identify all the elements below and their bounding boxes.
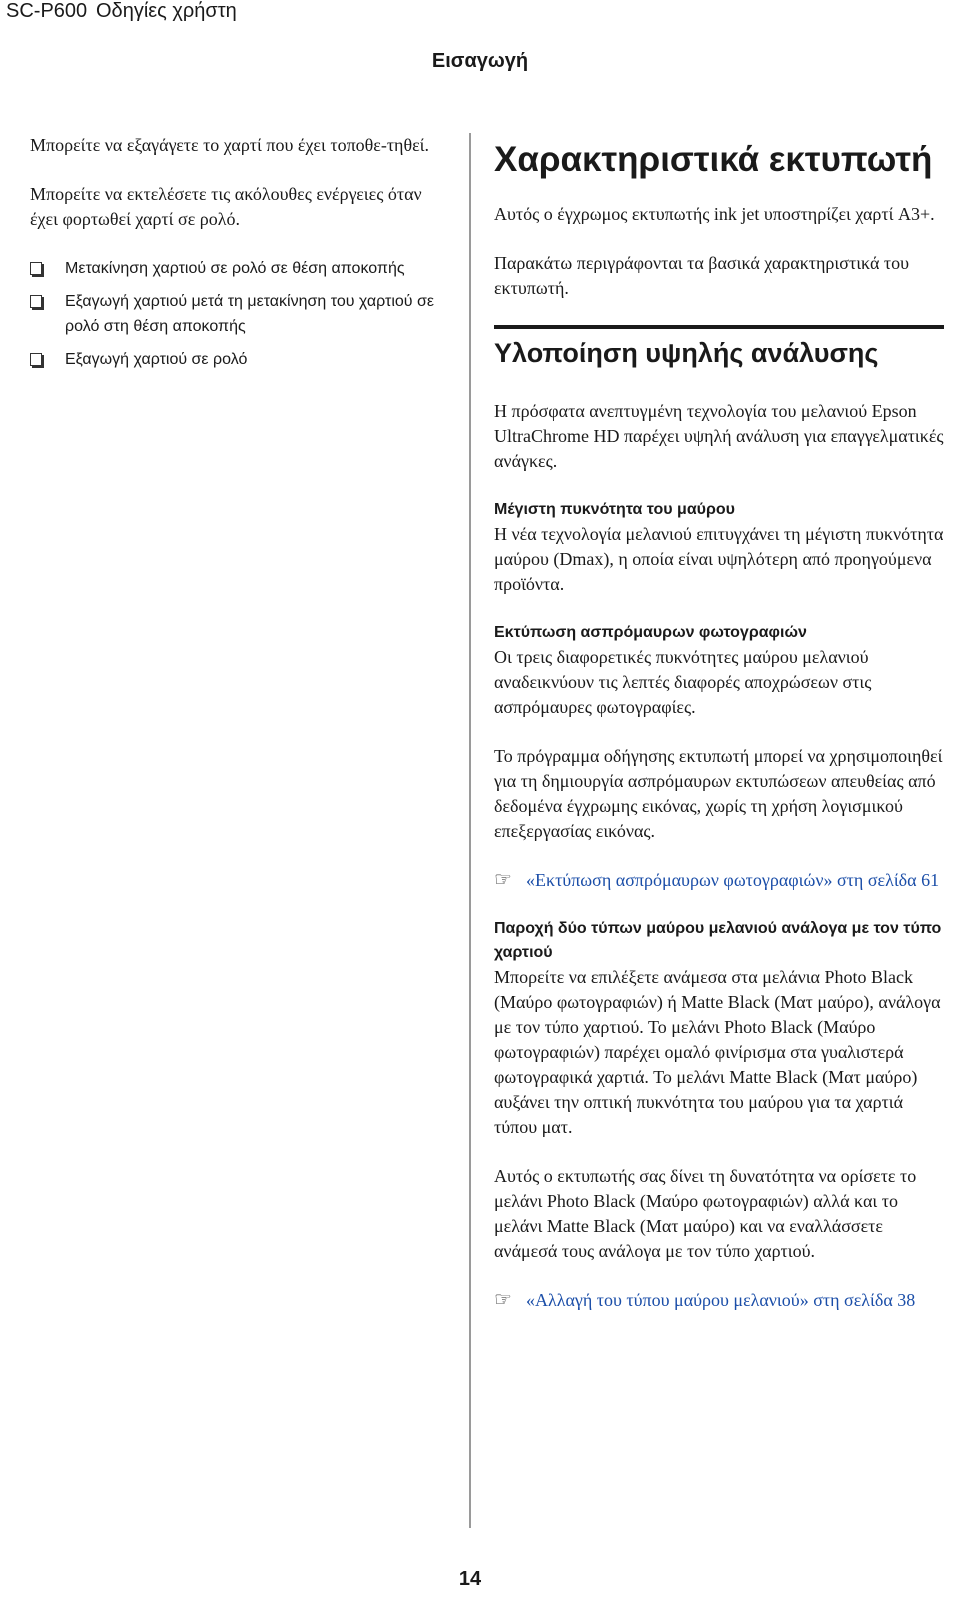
right-column <box>494 138 944 1337</box>
roll-actions-list <box>30 256 450 372</box>
list-item-text: Εξαγωγή χαρτιού σε ρολό <box>65 351 248 368</box>
list-item-text: Εξαγωγή χαρτιού μετά τη μετακίνηση του χαρτιού σε ρολό στη θέση αποκοπής <box>65 293 434 335</box>
checkbox-bullet-icon <box>30 353 42 366</box>
section-rule <box>494 325 944 329</box>
subsection-text-bw-photos: Οι τρεις διαφορετικές πυκνότητες μαύρου μελανιού αναδεικνύουν τις λεπτές διαφορές αποχρώσεων στις ασπρόμαυρες φωτογραφίες. <box>494 647 872 717</box>
subsection-text-bw-driver: Το πρόγραμμα οδήγησης εκτυπωτή μπορεί να χρησιμοποιηθεί για τη δημιουργία ασπρόμαυρων εκτυπώσεων απευθείας από δεδομένα έγχρωμης εικόνας, χωρίς τη χρήση λογισμικού επεξεργασίας εικόνας. <box>494 746 943 841</box>
header-product-name: SC-P600 <box>6 0 88 22</box>
subsection-text-black-density: Η νέα τεχνολογία μελανιού επιτυγχάνει τη μέγιστη πυκνότητα μαύρου (Dmax), η οποία είναι υψηλότερη από προηγούμενα προϊόντα. <box>494 524 944 594</box>
pointing-hand-icon: ☞ <box>494 1289 512 1311</box>
list-item <box>30 256 450 281</box>
header-section-title: Εισαγωγή <box>431 50 529 72</box>
subsection-title-black-ink-types: Παροχή δύο τύπων μαύρου μελανιού ανάλογα με τον τύπο χαρτιού <box>494 920 942 961</box>
features-intro-paragraph: Παρακάτω περιγράφονται τα βασικά χαρακτηριστικά του εκτυπωτή. <box>494 253 910 298</box>
list-item <box>30 289 450 339</box>
checkbox-bullet-icon <box>30 295 42 308</box>
link-text[interactable]: «Αλλαγή του τύπου μαύρου μελανιού» στη σελίδα 38 <box>526 1290 916 1310</box>
subsection-title-black-density: Μέγιστη πυκνότητα του μαύρου <box>494 501 735 518</box>
left-column <box>30 133 450 380</box>
subsection-text-black-ink-types: Μπορείτε να επιλέξετε ανάμεσα στα μελάνια Photo Black (Μαύρο φωτογραφιών) ή Matte Black (Ματ μαύρο), ανάλογα με τον τύπο χαρτιού. Το μελάνι Photo Black (Μαύρο φωτογραφιών) παρέχει ομαλό φινίρισμα στα γυαλιστερά φωτογραφικά χαρτιά. Το μελάνι Matte Black (Ματ μαύρο) αυξάνει την οπτική πυκνότητα του μαύρου για τα χαρτιά τύπου ματ. <box>494 967 941 1137</box>
link-change-black-ink[interactable] <box>494 1288 944 1313</box>
section-intro-paragraph: Η πρόσφατα ανεπτυγμένη τεχνολογία του μελανιού Epson UltraChrome HD παρέχει υψηλή ανάλυση για επαγγελματικές ανάγκες. <box>494 401 944 471</box>
subsection-title-bw-photos: Εκτύπωση ασπρόμαυρων φωτογραφιών <box>494 624 807 641</box>
pointing-hand-icon: ☞ <box>494 869 512 891</box>
link-text[interactable]: «Εκτύπωση ασπρόμαυρων φωτογραφιών» στη σελίδα 61 <box>526 870 940 890</box>
left-paragraph-roll-actions: Μπορείτε να εκτελέσετε τις ακόλουθες ενέργειες όταν έχει φορτωθεί χαρτί σε ρολό. <box>30 184 422 229</box>
intro-paragraph: Αυτός ο έγχρωμος εκτυπωτής ink jet υποστηρίζει χαρτί A3+. <box>494 204 935 224</box>
section-title: Υλοποίηση υψηλής ανάλυσης <box>494 338 879 368</box>
list-item <box>30 347 450 372</box>
list-item-text: Μετακίνηση χαρτιού σε ρολό σε θέση αποκοπής <box>65 260 405 277</box>
link-bw-printing[interactable] <box>494 868 944 893</box>
subsection-text-ink-switching: Αυτός ο εκτυπωτής σας δίνει τη δυνατότητα να ορίσετε το μελάνι Photo Black (Μαύρο φωτογραφιών) αλλά και το μελάνι Matte Black (Ματ μαύρο) και να εναλλάσσετε ανάμεσά τους ανάλογα με τον τύπο χαρτιού. <box>494 1166 917 1261</box>
left-paragraph-eject: Μπορείτε να εξαγάγετε το χαρτί που έχει τοποθε-τηθεί. <box>30 135 429 155</box>
checkbox-bullet-icon <box>30 262 42 275</box>
page-title: Χαρακτηριστικά εκτυπωτή <box>494 140 933 179</box>
column-divider <box>469 133 471 1528</box>
header-guide-title: Οδηγίες χρήστη <box>96 0 237 22</box>
page-number: 14 <box>458 1568 482 1590</box>
